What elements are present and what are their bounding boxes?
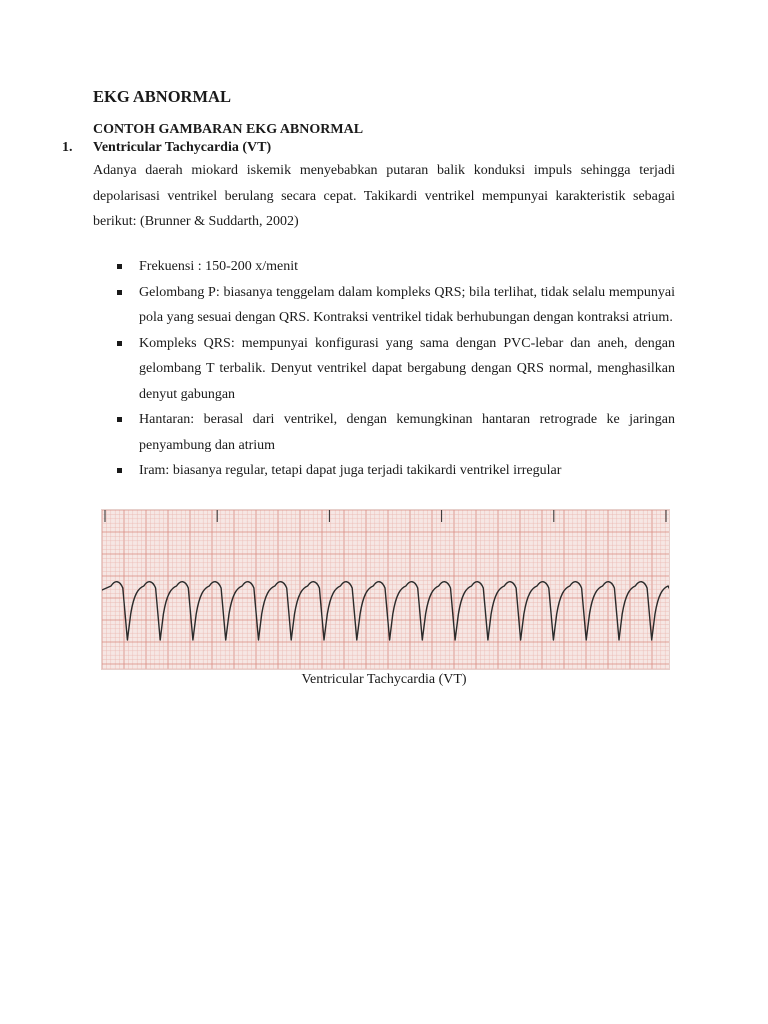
ecg-strip-image xyxy=(101,509,670,670)
item-title: Ventricular Tachycardia (VT) xyxy=(93,140,272,155)
ecg-strip-graphic xyxy=(102,510,669,669)
item-number: 1. xyxy=(62,140,73,155)
list-item: Iram: biasanya regular, tetapi dapat juga terjadi takikardi ventrikel irregular xyxy=(117,458,675,484)
characteristics-list xyxy=(117,254,675,484)
document-title: EKG ABNORMAL xyxy=(93,87,231,106)
list-item: Frekuensi : 150-200 x/menit xyxy=(117,254,675,280)
item-heading xyxy=(62,140,271,156)
figure-caption: Ventricular Tachycardia (VT) xyxy=(301,672,467,687)
list-item: Hantaran: berasal dari ventrikel, dengan kemungkinan hantaran retrograde ke jaringan penyambung dan atrium xyxy=(117,407,675,458)
intro-paragraph: Adanya daerah miokard iskemik menyebabkan putaran balik konduksi impuls sehingga terjadi depolarisasi ventrikel berulang secara cepat. Takikardi ventrikel mempunyai karakteristik sebagai berikut: (Brunner & Suddarth, 2002) xyxy=(93,163,675,229)
ecg-time-markers xyxy=(105,510,666,522)
list-item: Kompleks QRS: mempunyai konfigurasi yang sama dengan PVC-lebar dan aneh, dengan gelombang T terbalik. Denyut ventrikel dapat bergabung dengan QRS normal, menghasilkan denyut gabungan xyxy=(117,331,675,408)
ecg-trace xyxy=(102,582,669,640)
section-title: CONTOH GAMBARAN EKG ABNORMAL xyxy=(93,122,364,137)
list-item: Gelombang P: biasanya tenggelam dalam kompleks QRS; bila terlihat, tidak selalu mempunyai pola yang sesuai dengan QRS. Kontraksi ventrikel tidak berhubungan dengan kontraksi atrium. xyxy=(117,280,675,331)
